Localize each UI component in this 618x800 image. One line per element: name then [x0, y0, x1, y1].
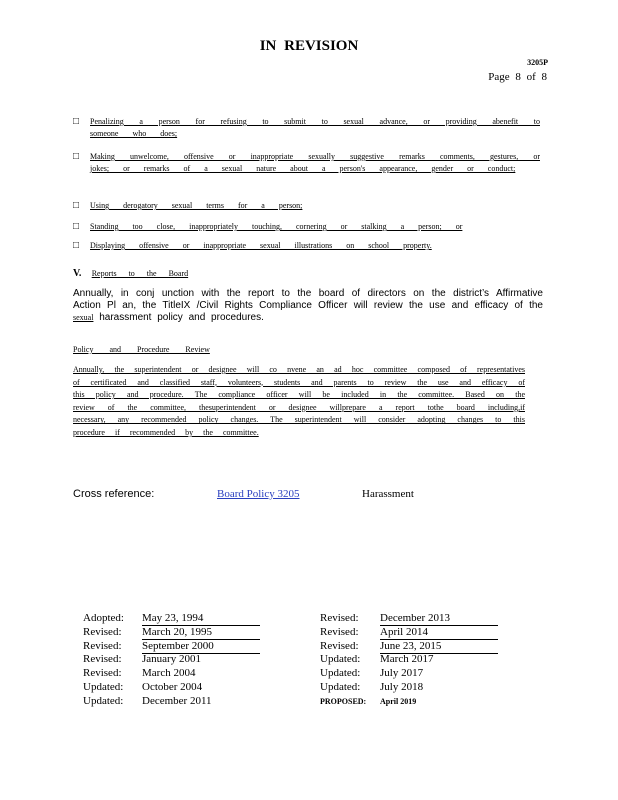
checkbox-square-icon: □: [73, 200, 80, 211]
history-label: Updated:: [320, 653, 361, 666]
history-date: May 23, 1994: [142, 612, 260, 626]
history-label: Adopted:: [83, 612, 124, 624]
history-label: Revised:: [83, 667, 122, 680]
history-date: April 2014: [380, 626, 498, 640]
history-row: [320, 681, 510, 695]
history-date: October 2004: [142, 680, 203, 693]
history-row: [83, 653, 273, 667]
paragraph-underlined-word: sexual: [73, 313, 94, 322]
history-label: PROPOSED:: [320, 696, 367, 706]
history-date: March 2017: [380, 653, 434, 666]
history-row: [83, 667, 273, 681]
checkbox-square-icon: □: [73, 116, 80, 127]
history-label: Revised:: [83, 625, 122, 638]
checkbox-square-icon: □: [73, 221, 80, 232]
history-label: Revised:: [320, 625, 359, 638]
list-item-text: Using derogatory sexual terms for a person;: [90, 201, 303, 210]
history-label: Updated:: [83, 694, 124, 707]
history-row: [320, 653, 510, 667]
checkbox-square-icon: □: [73, 151, 80, 162]
section-heading: [73, 268, 188, 279]
history-row: [320, 667, 510, 681]
history-date: March 20, 1995: [142, 626, 260, 640]
history-row: [83, 681, 273, 695]
page-title: IN REVISION: [259, 38, 359, 54]
board-policy-link[interactable]: Board Policy 3205: [217, 488, 300, 500]
history-label: Revised:: [83, 639, 122, 652]
history-date: April 2019: [380, 696, 417, 706]
page-number: Page 8 of 8: [488, 71, 547, 83]
history-date: July 2017: [380, 667, 424, 680]
history-date: December 2013: [380, 612, 498, 626]
history-left-column: [83, 612, 273, 709]
section-number: V.: [73, 268, 82, 279]
cross-reference-label: Cross reference:: [73, 488, 155, 500]
list-item-text: Penalizing a person for refusing to submit to sexual advance, or providing abenefit to someone who does;: [90, 117, 540, 138]
checkbox-square-icon: □: [73, 240, 80, 251]
history-row: [320, 640, 510, 654]
reports-paragraph: [73, 288, 543, 324]
history-label: Updated:: [320, 680, 361, 693]
history-label: Revised:: [320, 612, 359, 624]
history-label: Updated:: [320, 667, 361, 680]
history-date: December 2011: [142, 694, 212, 707]
document-number: 3205P: [527, 58, 548, 67]
history-right-column: [320, 612, 510, 709]
history-date: March 2004: [142, 667, 196, 680]
list-item-text: Displaying offensive or inappropriate sexual illustrations on school property.: [90, 241, 432, 250]
history-label: Revised:: [320, 639, 359, 652]
history-row: [83, 640, 273, 654]
list-item-text: Standing too close, inappropriately touching, cornering or stalking a person; or: [90, 222, 463, 231]
history-label: Updated:: [83, 680, 124, 693]
paragraph-text: Annually, in conj unction with the report to the board of directors on the district’s Affirmative Action Pl an, the TitleIX /Civil Rights Compliance Officer will review the use and efficacy of the: [73, 288, 543, 311]
history-row: [320, 612, 510, 626]
history-row: [320, 695, 510, 709]
history-date: January 2001: [142, 653, 201, 666]
history-label: Revised:: [83, 653, 122, 666]
history-date: September 2000: [142, 640, 260, 654]
history-row: [83, 612, 273, 626]
list-item-text: Making unwelcome, offensive or inappropriate sexually suggestive remarks comments, gestures, or jokes; or remarks of a sexual nature about a person's appearance, gender or conduct;: [90, 152, 540, 173]
history-row: [320, 626, 510, 640]
history-date: June 23, 2015: [380, 640, 498, 654]
paragraph-text-end: harassment policy and procedures.: [99, 312, 264, 323]
history-row: [83, 695, 273, 709]
section-title: Reports to the Board: [91, 269, 189, 278]
cross-reference-name: Harassment: [362, 488, 414, 500]
subsection-heading: Policy and Procedure Review: [73, 345, 210, 354]
policy-review-paragraph: Annually, the superintendent or designee will co nvene an ad hoc committee composed of representatives of certificated and classified staff, volunteers, students and parents to review the use and efficacy of this policy and procedure. The compliance officer will be included in the committee. Based on the review of the committee, thesuperintendent or designee willprepare a report tothe board including,if necessary, any recommended policy changes. The superintendent will consider adopting changes to this procedure if recommended by the committee.: [73, 365, 525, 437]
history-date: July 2018: [380, 680, 424, 693]
history-row: [83, 626, 273, 640]
